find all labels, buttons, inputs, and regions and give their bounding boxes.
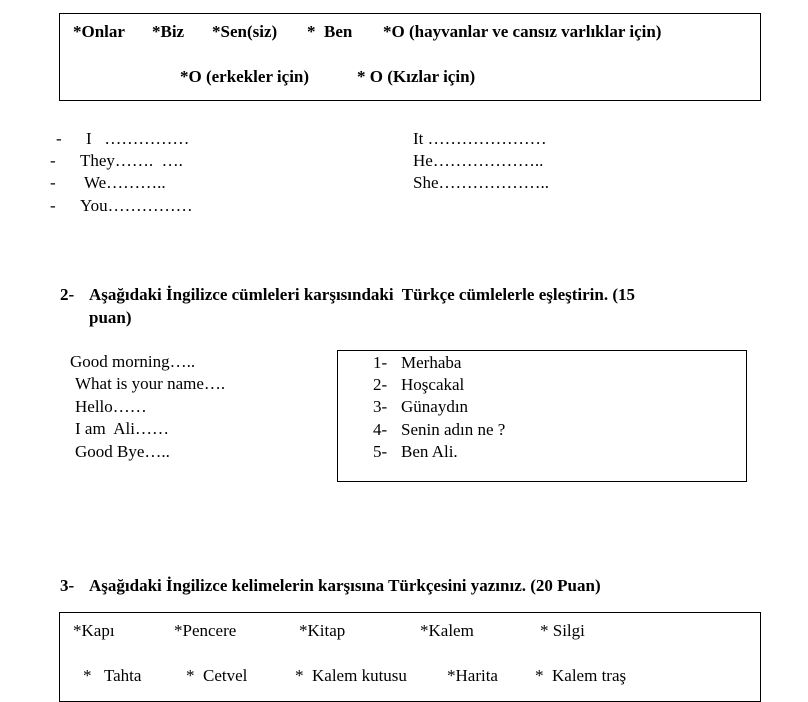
q2-number: 2- bbox=[60, 285, 75, 304]
pronoun-biz: *Biz bbox=[152, 22, 185, 41]
turkish-phrase: Ben Ali. bbox=[401, 442, 458, 461]
turkish-phrase: Senin adın ne ? bbox=[401, 420, 506, 439]
turkish-phrase: Hoşcakal bbox=[401, 375, 465, 394]
vocab-word: *Kapı bbox=[73, 621, 115, 640]
turkish-num: 2- bbox=[373, 375, 388, 394]
turkish-phrases-box bbox=[337, 350, 747, 482]
vocab-word: *Kalem bbox=[420, 621, 474, 640]
pronoun-o-animals: *O (hayvanlar ve cansız varlıklar için) bbox=[383, 22, 662, 41]
list-item-we: We……….. bbox=[80, 173, 166, 192]
vocab-word: * Kalem kutusu bbox=[295, 666, 407, 685]
vocab-word: * Tahta bbox=[83, 666, 142, 685]
english-phrase: Hello…… bbox=[75, 397, 147, 416]
dash: - bbox=[50, 196, 56, 215]
vocab-word: * Cetvel bbox=[186, 666, 248, 685]
vocab-word: * Silgi bbox=[540, 621, 585, 640]
english-phrase: Good morning….. bbox=[70, 352, 196, 371]
list-item-he: He……………….. bbox=[413, 151, 544, 170]
list-item-you: You…………… bbox=[80, 196, 193, 215]
dash: - bbox=[56, 129, 62, 148]
list-item-i: I …………… bbox=[86, 129, 190, 148]
vocab-word: * Kalem traş bbox=[535, 666, 627, 685]
q3-title: Aşağıdaki İngilizce kelimelerin karşısına Türkçesini yazınız. (20 Puan) bbox=[89, 576, 601, 595]
list-item-she: She……………….. bbox=[413, 173, 549, 192]
turkish-num: 4- bbox=[373, 420, 388, 439]
vocab-word: *Kitap bbox=[299, 621, 346, 640]
turkish-phrase: Günaydın bbox=[401, 397, 469, 416]
turkish-num: 5- bbox=[373, 442, 388, 461]
pronoun-ben: * Ben bbox=[307, 22, 353, 41]
vocab-word: *Pencere bbox=[174, 621, 237, 640]
q3-number: 3- bbox=[60, 576, 75, 595]
dash: - bbox=[50, 151, 56, 170]
dash: - bbox=[50, 173, 56, 192]
turkish-num: 3- bbox=[373, 397, 388, 416]
english-phrase: What is your name…. bbox=[75, 374, 226, 393]
list-item-it: It ………………… bbox=[413, 129, 547, 148]
english-phrase: I am Ali…… bbox=[75, 419, 169, 438]
vocab-word: *Harita bbox=[447, 666, 498, 685]
english-phrase: Good Bye….. bbox=[75, 442, 170, 461]
pronoun-onlar: *Onlar bbox=[73, 22, 125, 41]
list-item-they: They……. …. bbox=[80, 151, 183, 170]
pronoun-sen-siz: *Sen(siz) bbox=[212, 22, 278, 41]
vocabulary-box bbox=[59, 612, 761, 702]
pronoun-o-males: *O (erkekler için) bbox=[180, 67, 310, 86]
turkish-num: 1- bbox=[373, 353, 388, 372]
q2-title-cont: puan) bbox=[89, 308, 132, 327]
pronoun-o-girls: * O (Kızlar için) bbox=[357, 67, 476, 86]
q2-title: Aşağıdaki İngilizce cümleleri karşısındaki Türkçe cümlelerle eşleştirin. (15 bbox=[89, 285, 636, 304]
turkish-phrase: Merhaba bbox=[401, 353, 462, 372]
